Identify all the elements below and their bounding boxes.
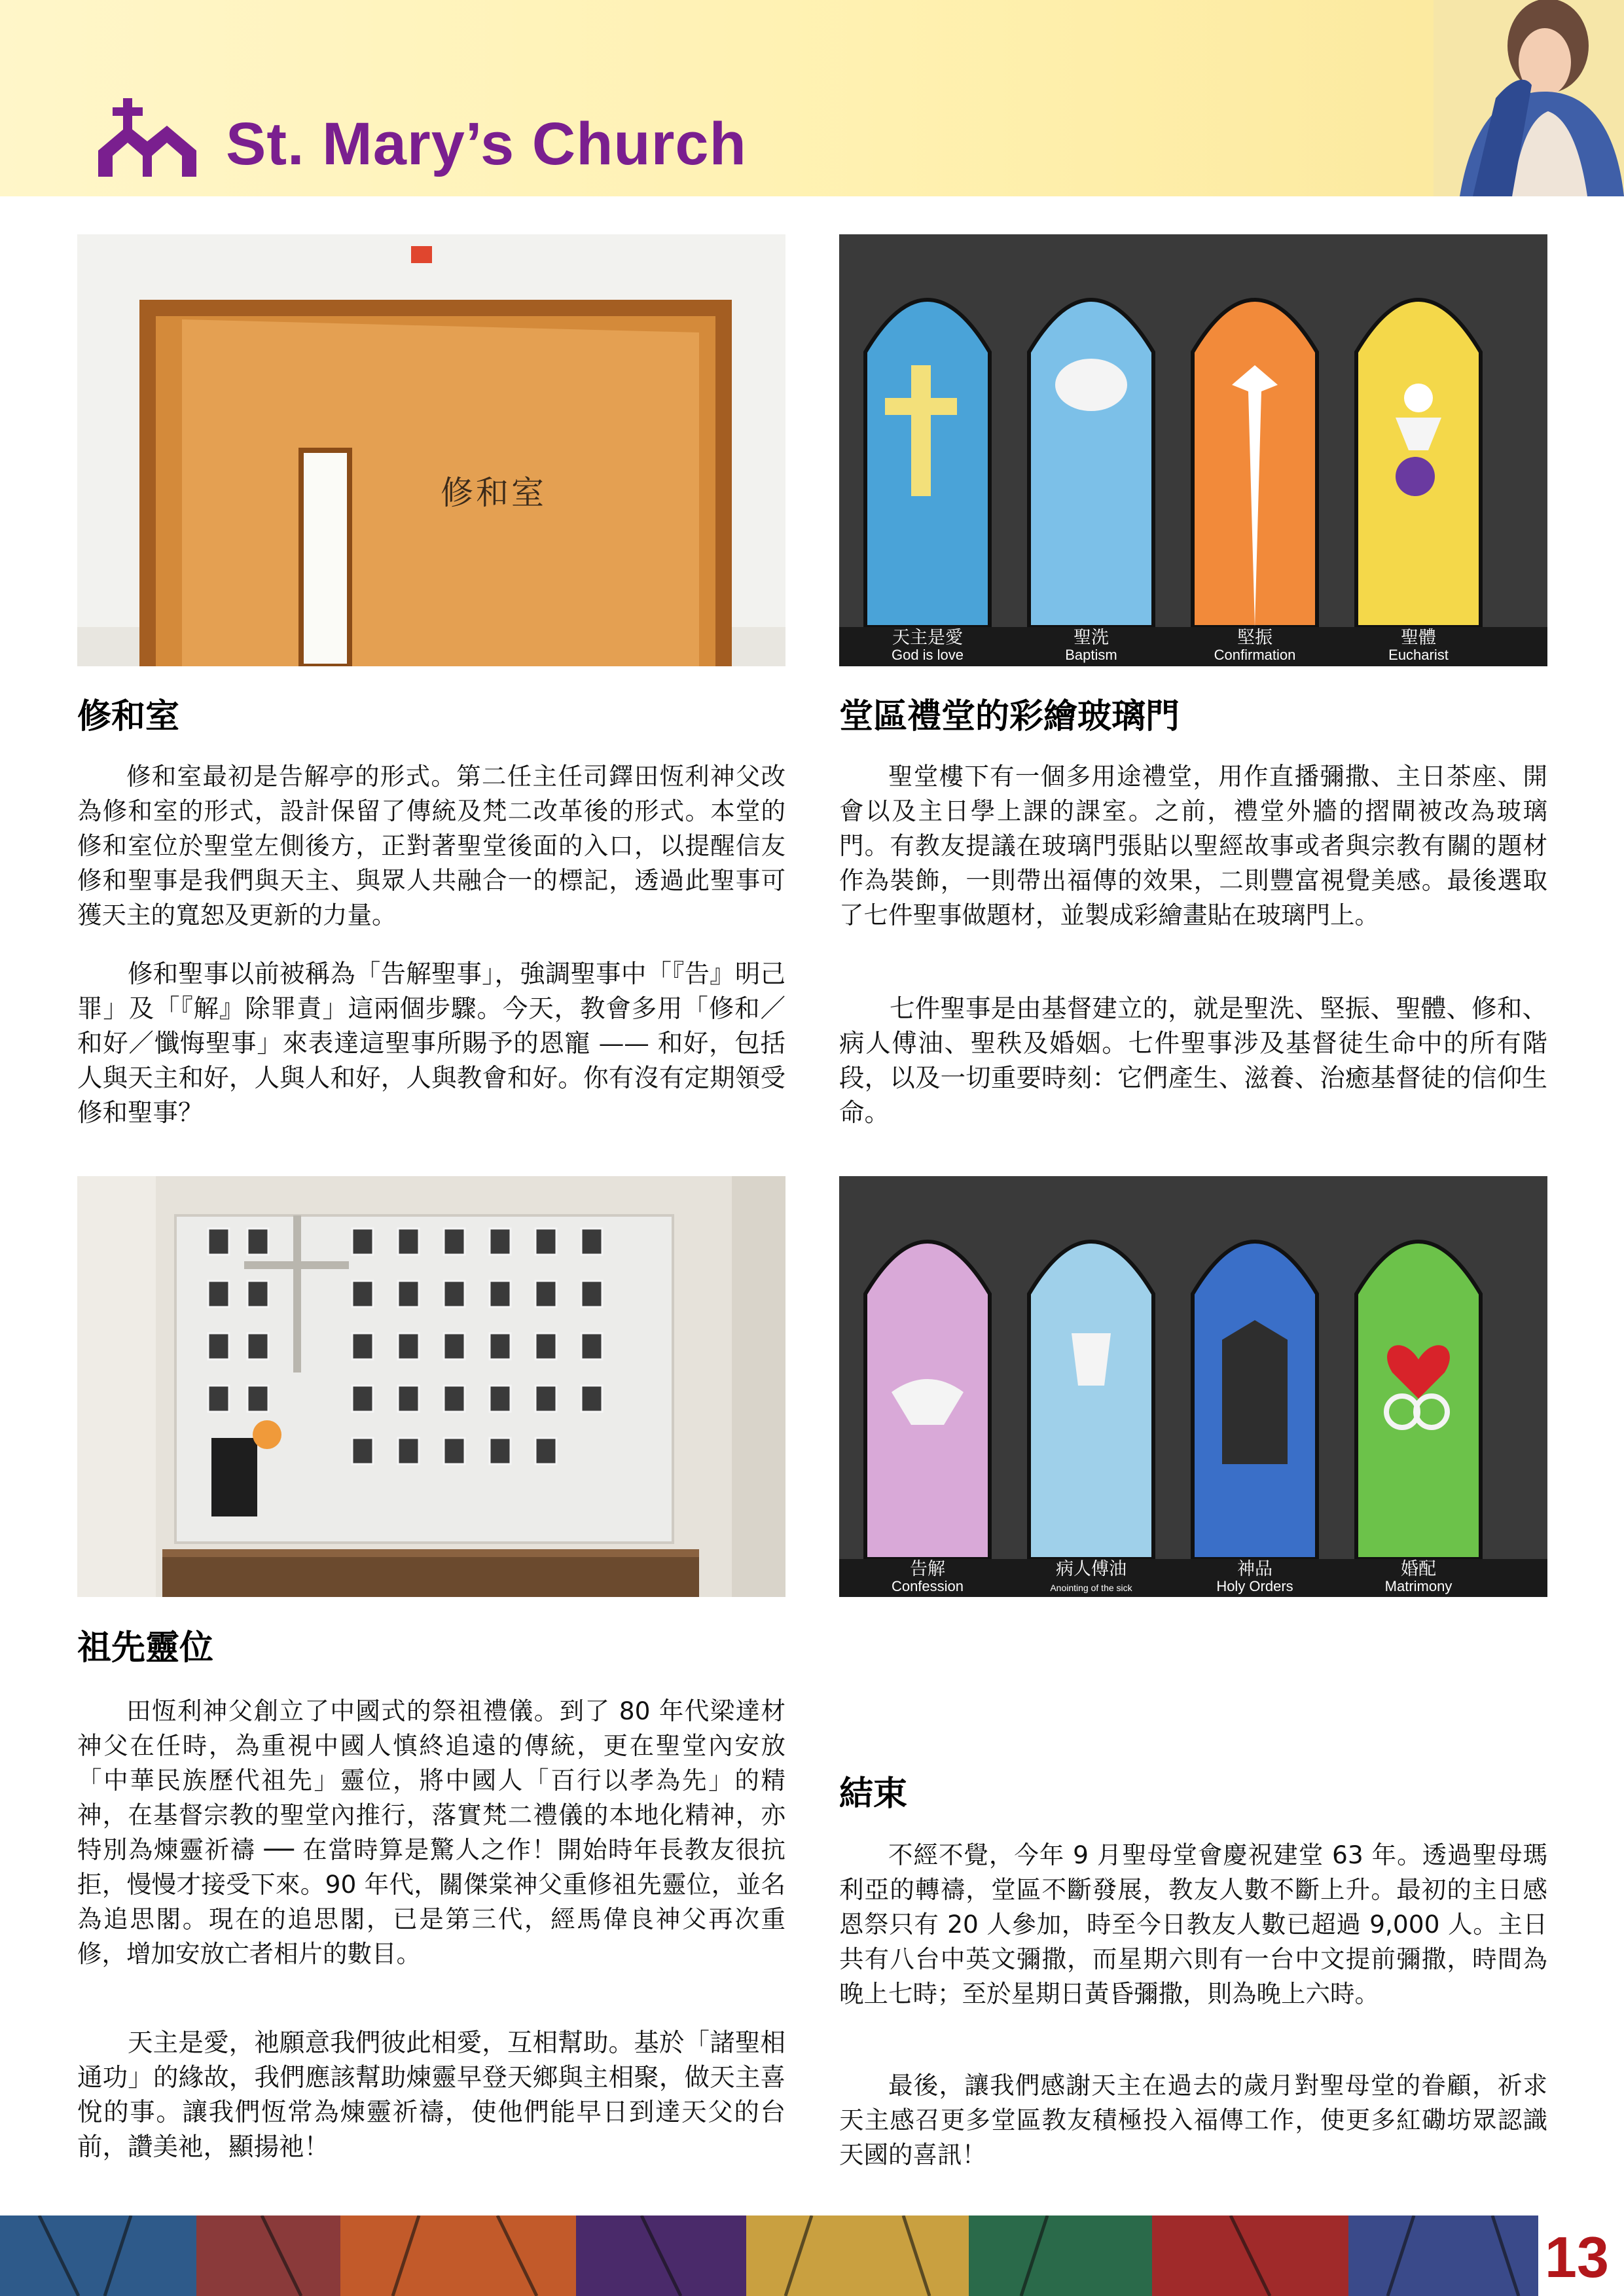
panel-label-3-zh: 聖體 (1401, 628, 1436, 647)
panel-label-7-zh: 婚配 (1401, 1559, 1436, 1579)
church-name: St. Mary’s Church (226, 111, 747, 177)
panel-label-2-en: Confirmation (1214, 647, 1296, 663)
reconciliation-paragraph-1: 修和室最初是告解亭的形式。第二任主任司鐸田恆利神父改為修和室的形式，設計保留了傳統及梵二改革後的形式。本堂的修和室位於聖堂左側後方，正對著聖堂後面的入口，以提醒信友修和聖事是我們與天主、與眾人共融合一的標記，透過此聖事可獲天主的寬恕及更新的力量。 (77, 762, 785, 929)
door-sign: 修和室 (441, 474, 547, 512)
stained-glass-bottom-photo (839, 1176, 1547, 1597)
glass-doors-paragraph-1: 聖堂樓下有一個多用途禮堂，用作直播彌撒、主日茶座、開會以及主日學上課的課室。之前，禮堂外牆的摺閘被改為玻璃門。有教友提議在玻璃門張貼以聖經故事或者與宗教有關的題材作為裝飾，一則帶出福傳的效果，二則豐富視覺美感。最後選取了七件聖事做題材，並製成彩繪畫貼在玻璃門上。 (839, 762, 1547, 929)
conclusion-paragraph-1: 不經不覺，今年 9 月聖母堂會慶祝建堂 63 年。透過聖母瑪利亞的轉禱，堂區不斷發展，教友人數不斷上升。最初的主日感恩祭只有 20 人參加，時至今日教友人數已超過 9,000 人。主日共有八台中英文彌撒，而星期六則有一台中文提前彌撒，時間為晚上七時；至於星期日黃昏彌撒，則為晚上六時。 (839, 1840, 1547, 2008)
virgin-mary-statue-image (1434, 0, 1624, 196)
panel-label-2-zh: 堅振 (1237, 628, 1272, 647)
panel-label-6-zh: 神品 (1237, 1559, 1272, 1579)
section-title-ancestors: 祖先靈位 (77, 1628, 214, 1668)
ancestors-paragraph-1: 田恆利神父創立了中國式的祭祖禮儀。到了 80 年代梁達材神父在任時，為重視中國人慎終追遠的傳統，更在聖堂內安放「中華民族歷代祖先」靈位，將中國人「百行以孝為先」的精神，在基督宗教的聖堂內推行，落實梵二禮儀的本地化精神，亦特別為煉靈祈禱 ── 在當時算是驚人之作！開始時年長教友很抗拒，慢慢才接受下來。90 年代，關傑棠神父重修祖先靈位，並名為追思閣。現在的追思閣，已是第三代，經馬偉良神父再次重修，增加安放亡者相片的數目。 (77, 1696, 785, 1968)
reconciliation-room-photo (77, 234, 785, 666)
panel-label-6-en: Holy Orders (1216, 1578, 1293, 1594)
panel-label-0-en: God is love (891, 647, 964, 663)
page-header (0, 0, 1624, 196)
section-title-conclusion: 結束 (839, 1774, 908, 1814)
panel-label-7-en: Matrimony (1384, 1578, 1453, 1594)
panel-label-0-zh: 天主是愛 (892, 628, 963, 647)
stained-glass-top-photo (839, 234, 1547, 666)
panel-label-5-zh: 病人傅油 (1056, 1559, 1127, 1579)
glass-doors-paragraph-2: 七件聖事是由基督建立的，就是聖洗、堅振、聖體、修和、病人傅油、聖秩及婚姻。七件聖事涉及基督徒生命中的所有階段，以及一切重要時刻：它們產生、滋養、治癒基督徒的信仰生命。 (839, 994, 1547, 1128)
stained-glass-footer-banner (0, 2215, 1538, 2296)
panel-label-5-en: Anointing of the sick (1050, 1583, 1132, 1593)
panel-label-4-zh: 告解 (910, 1559, 945, 1579)
panel-label-4-en: Confession (891, 1578, 964, 1594)
panel-label-1-zh: 聖洗 (1074, 628, 1109, 647)
panel-label-1-en: Baptism (1065, 647, 1117, 663)
section-title-glass-doors: 堂區禮堂的彩繪玻璃門 (839, 697, 1180, 736)
ancestor-memorial-photo (77, 1176, 785, 1597)
section-title-reconciliation: 修和室 (77, 697, 180, 736)
panel-label-3-en: Eucharist (1388, 647, 1449, 663)
page-number: 13 (1545, 2225, 1609, 2289)
church-cross-logo-icon (98, 98, 196, 177)
conclusion-paragraph-2: 最後，讓我們感謝天主在過去的歲月對聖母堂的眷顧，祈求天主感召更多堂區教友積極投入福傳工作，使更多紅磡坊眾認識天國的喜訊！ (839, 2071, 1547, 2169)
reconciliation-paragraph-2: 修和聖事以前被稱為「告解聖事」，強調聖事中「『告』明己罪」及「『解』除罪責」這兩個步驟。今天，教會多用「修和／和好／懺悔聖事」來表達這聖事所賜予的恩寵 —— 和好，包括人與天主和好，人與人和好，人與教會和好。你有沒有定期領受修和聖事？ (77, 960, 785, 1128)
ancestors-paragraph-2: 天主是愛，祂願意我們彼此相愛，互相幫助。基於「諸聖相通功」的緣故，我們應該幫助煉靈早登天鄉與主相聚，做天主喜悅的事。讓我們恆常為煉靈祈禱，使他們能早日到達天父的台前，讚美祂，顯揚祂！ (77, 2028, 785, 2162)
